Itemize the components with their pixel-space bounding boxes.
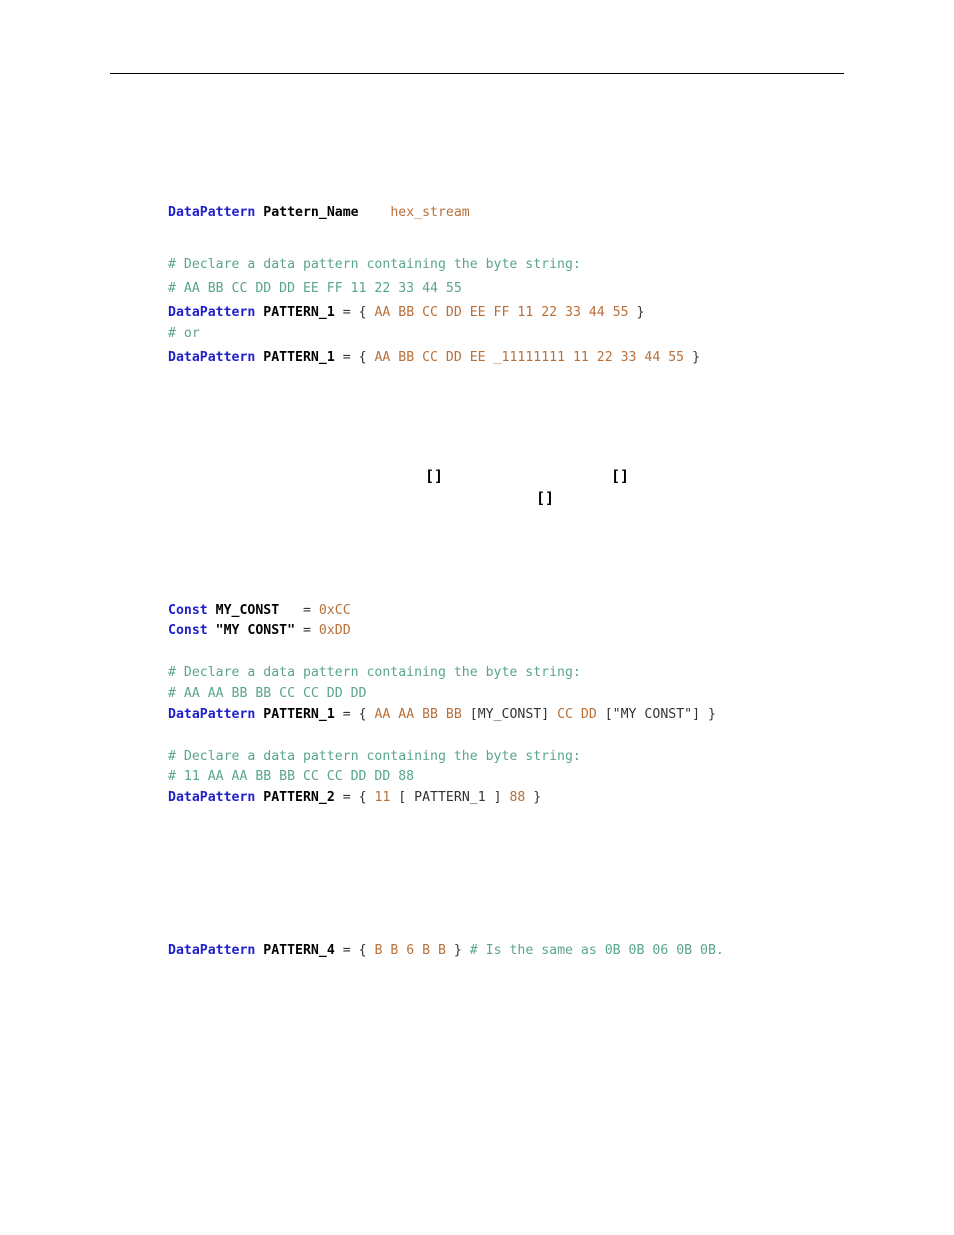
inline-comment: # Is the same as 0B 0B 06 0B 0B. [469, 943, 724, 958]
bracket-glyph: [] [611, 467, 630, 485]
comment: # AA BB CC DD DD EE FF 11 22 33 44 55 [168, 281, 462, 296]
comment: # Declare a data pattern containing the byte string: [168, 749, 581, 764]
keyword: DataPattern [168, 707, 256, 722]
keyword: Const [168, 623, 208, 638]
hex-stream: hex_stream [390, 205, 470, 220]
const-name: "MY CONST" [215, 623, 296, 638]
const-name: MY_CONST [215, 603, 280, 618]
hex-values: AA BB CC DD EE _11111111 11 22 33 44 55 [374, 350, 685, 365]
comment: # or [168, 326, 200, 341]
operator: = { [334, 707, 375, 722]
keyword: Const [168, 603, 208, 618]
code-line [168, 707, 716, 723]
hex-values: B B 6 B B [374, 943, 446, 958]
keyword: DataPattern [168, 943, 256, 958]
comment: # AA AA BB BB CC CC DD DD [168, 686, 367, 701]
comment: # 11 AA AA BB BB CC CC DD DD 88 [168, 769, 415, 784]
close-brace: } [684, 350, 701, 365]
keyword: DataPattern [168, 305, 256, 320]
comment: # Declare a data pattern containing the byte string: [168, 665, 581, 680]
pattern-name: Pattern_Name [263, 205, 359, 220]
const-reference: [MY_CONST] [461, 707, 558, 722]
operator: = { [334, 943, 375, 958]
code-line [168, 305, 644, 321]
keyword: DataPattern [168, 790, 256, 805]
hex-values: 88 [509, 790, 526, 805]
pattern-reference: [ PATTERN_1 ] [390, 790, 510, 805]
const-line [168, 623, 351, 639]
hex-values: 11 [374, 790, 391, 805]
operator: = { [334, 350, 375, 365]
bracket-glyph: [] [425, 467, 444, 485]
operator: = [279, 603, 319, 618]
const-line [168, 603, 351, 619]
bracket-glyph: [] [536, 489, 555, 507]
operator: = { [334, 305, 375, 320]
close-brace: } [628, 305, 645, 320]
hex-values: AA BB CC DD EE FF 11 22 33 44 55 [374, 305, 629, 320]
keyword: DataPattern [168, 350, 256, 365]
pattern-name: PATTERN_1 [263, 707, 335, 722]
hex-values: CC DD [557, 707, 597, 722]
pattern-name: PATTERN_1 [263, 305, 335, 320]
code-line [168, 943, 724, 959]
operator: = { [334, 790, 375, 805]
pattern-name: PATTERN_1 [263, 350, 335, 365]
close-brace: } [525, 790, 542, 805]
close-brace: } [445, 943, 470, 958]
hex-values: AA AA BB BB [374, 707, 462, 722]
const-reference: ["MY CONST"] } [596, 707, 716, 722]
const-value: 0xDD [318, 623, 351, 638]
const-value: 0xCC [318, 603, 351, 618]
keyword: DataPattern [168, 205, 256, 220]
code-line [168, 350, 700, 366]
operator: = [295, 623, 319, 638]
pattern-name: PATTERN_4 [263, 943, 335, 958]
comment: # Declare a data pattern containing the byte string: [168, 257, 581, 272]
pattern-name: PATTERN_2 [263, 790, 335, 805]
code-line [168, 790, 541, 806]
syntax-line [168, 205, 470, 221]
header-rule [110, 73, 844, 74]
